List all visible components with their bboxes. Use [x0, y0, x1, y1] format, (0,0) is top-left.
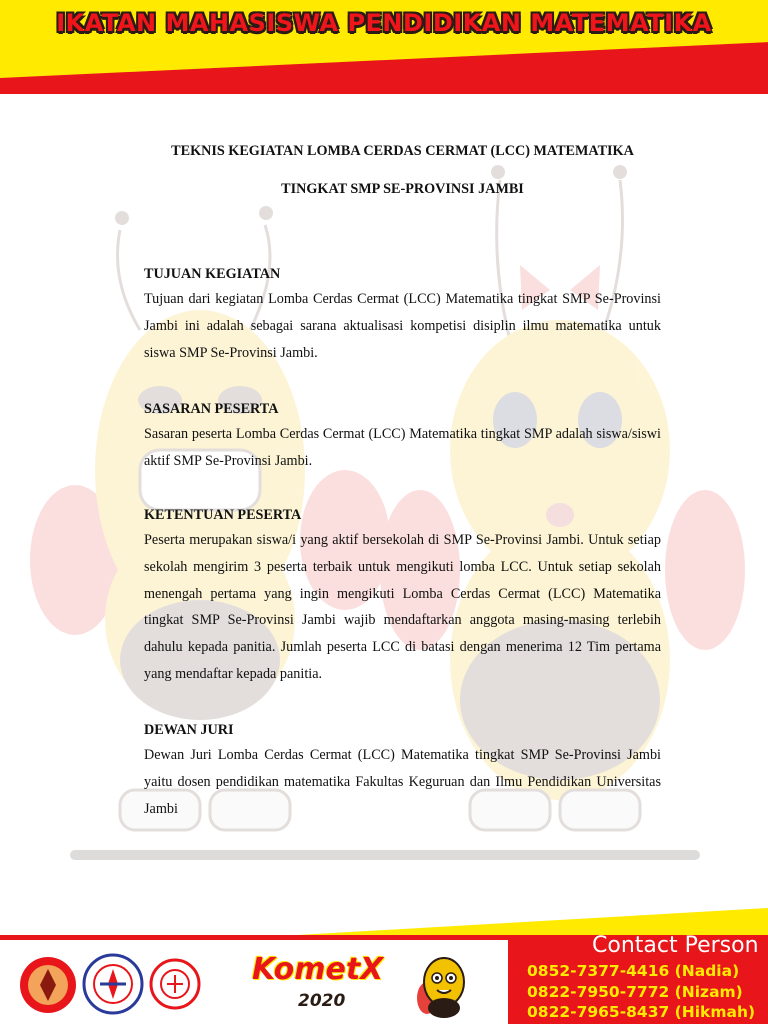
- section-heading: KETENTUAN PESERTA: [144, 507, 302, 523]
- section-heading: DEWAN JURI: [144, 722, 234, 738]
- contact-line: 0822-7965-8437 (Hikmah): [527, 1003, 756, 1021]
- event-logo-text: KometX: [252, 952, 384, 987]
- contact-line: 0852-7377-4416 (Nadia): [527, 962, 740, 980]
- section-sasaran-peserta: [144, 399, 661, 475]
- section-ketentuan-peserta: [144, 505, 661, 688]
- student-association-logo-icon: [82, 953, 144, 1015]
- section-heading: TUJUAN KEGIATAN: [144, 266, 281, 282]
- contact-person-title: Contact Person: [592, 933, 759, 958]
- section-tujuan-kegiatan: [144, 264, 661, 366]
- section-body: Sasaran peserta Lomba Cerdas Cermat (LCC) Matematika tingkat SMP adalah siswa/siswi aktif SMP Se-Provinsi Jambi.: [144, 426, 661, 469]
- bee-mascot-icon: [413, 950, 475, 1020]
- hmj-logo-icon: [149, 955, 201, 1013]
- section-body: Tujuan dari kegiatan Lomba Cerdas Cermat (LCC) Matematika tingkat SMP Se-Provinsi Jambi ini adalah sebagai sarana aktualisasi kompetisi disiplin ilmu matematika untuk siswa SMP Se-Provinsi Jambi.: [144, 291, 661, 361]
- document-title-line-1: TEKNIS KEGIATAN LOMBA CERDAS CERMAT (LCC) MATEMATIKA: [171, 143, 634, 159]
- event-logo-year: 2020: [298, 991, 346, 1011]
- section-dewan-juri: [144, 720, 661, 822]
- section-body: Peserta merupakan siswa/i yang aktif bersekolah di SMP Se-Provinsi Jambi. Untuk setiap sekolah mengirim 3 peserta terbaik untuk mengikuti lomba LCC. Untuk setiap sekolah menengah pertama yang ingin mengikuti Lomba Cerdas Cermat (LCC) Matematika tingkat SMP Se-Provinsi Jambi wajib mendaftarkan anggota masing-masing terlebih dahulu kepada panitia. Jumlah peserta LCC di batasi dengan menerima 12 Tim pertama yang mendaftar kepada panitia.: [144, 532, 661, 682]
- section-body: Dewan Juri Lomba Cerdas Cermat (LCC) Matematika tingkat SMP Se-Provinsi Jambi yaitu dosen pendidikan matematika Fakultas Keguruan dan Ilmu Pendidikan Universitas Jambi: [144, 747, 661, 817]
- contact-line: 0822-7950-7772 (Nizam): [527, 983, 743, 1001]
- header-title: IKATAN MAHASISWA PENDIDIKAN MATEMATIKA: [56, 9, 712, 37]
- document-content: [144, 130, 661, 817]
- section-heading: SASARAN PESERTA: [144, 401, 279, 417]
- document-title-line-2: TINGKAT SMP SE-PROVINSI JAMBI: [281, 181, 524, 197]
- university-seal-icon: [18, 955, 78, 1015]
